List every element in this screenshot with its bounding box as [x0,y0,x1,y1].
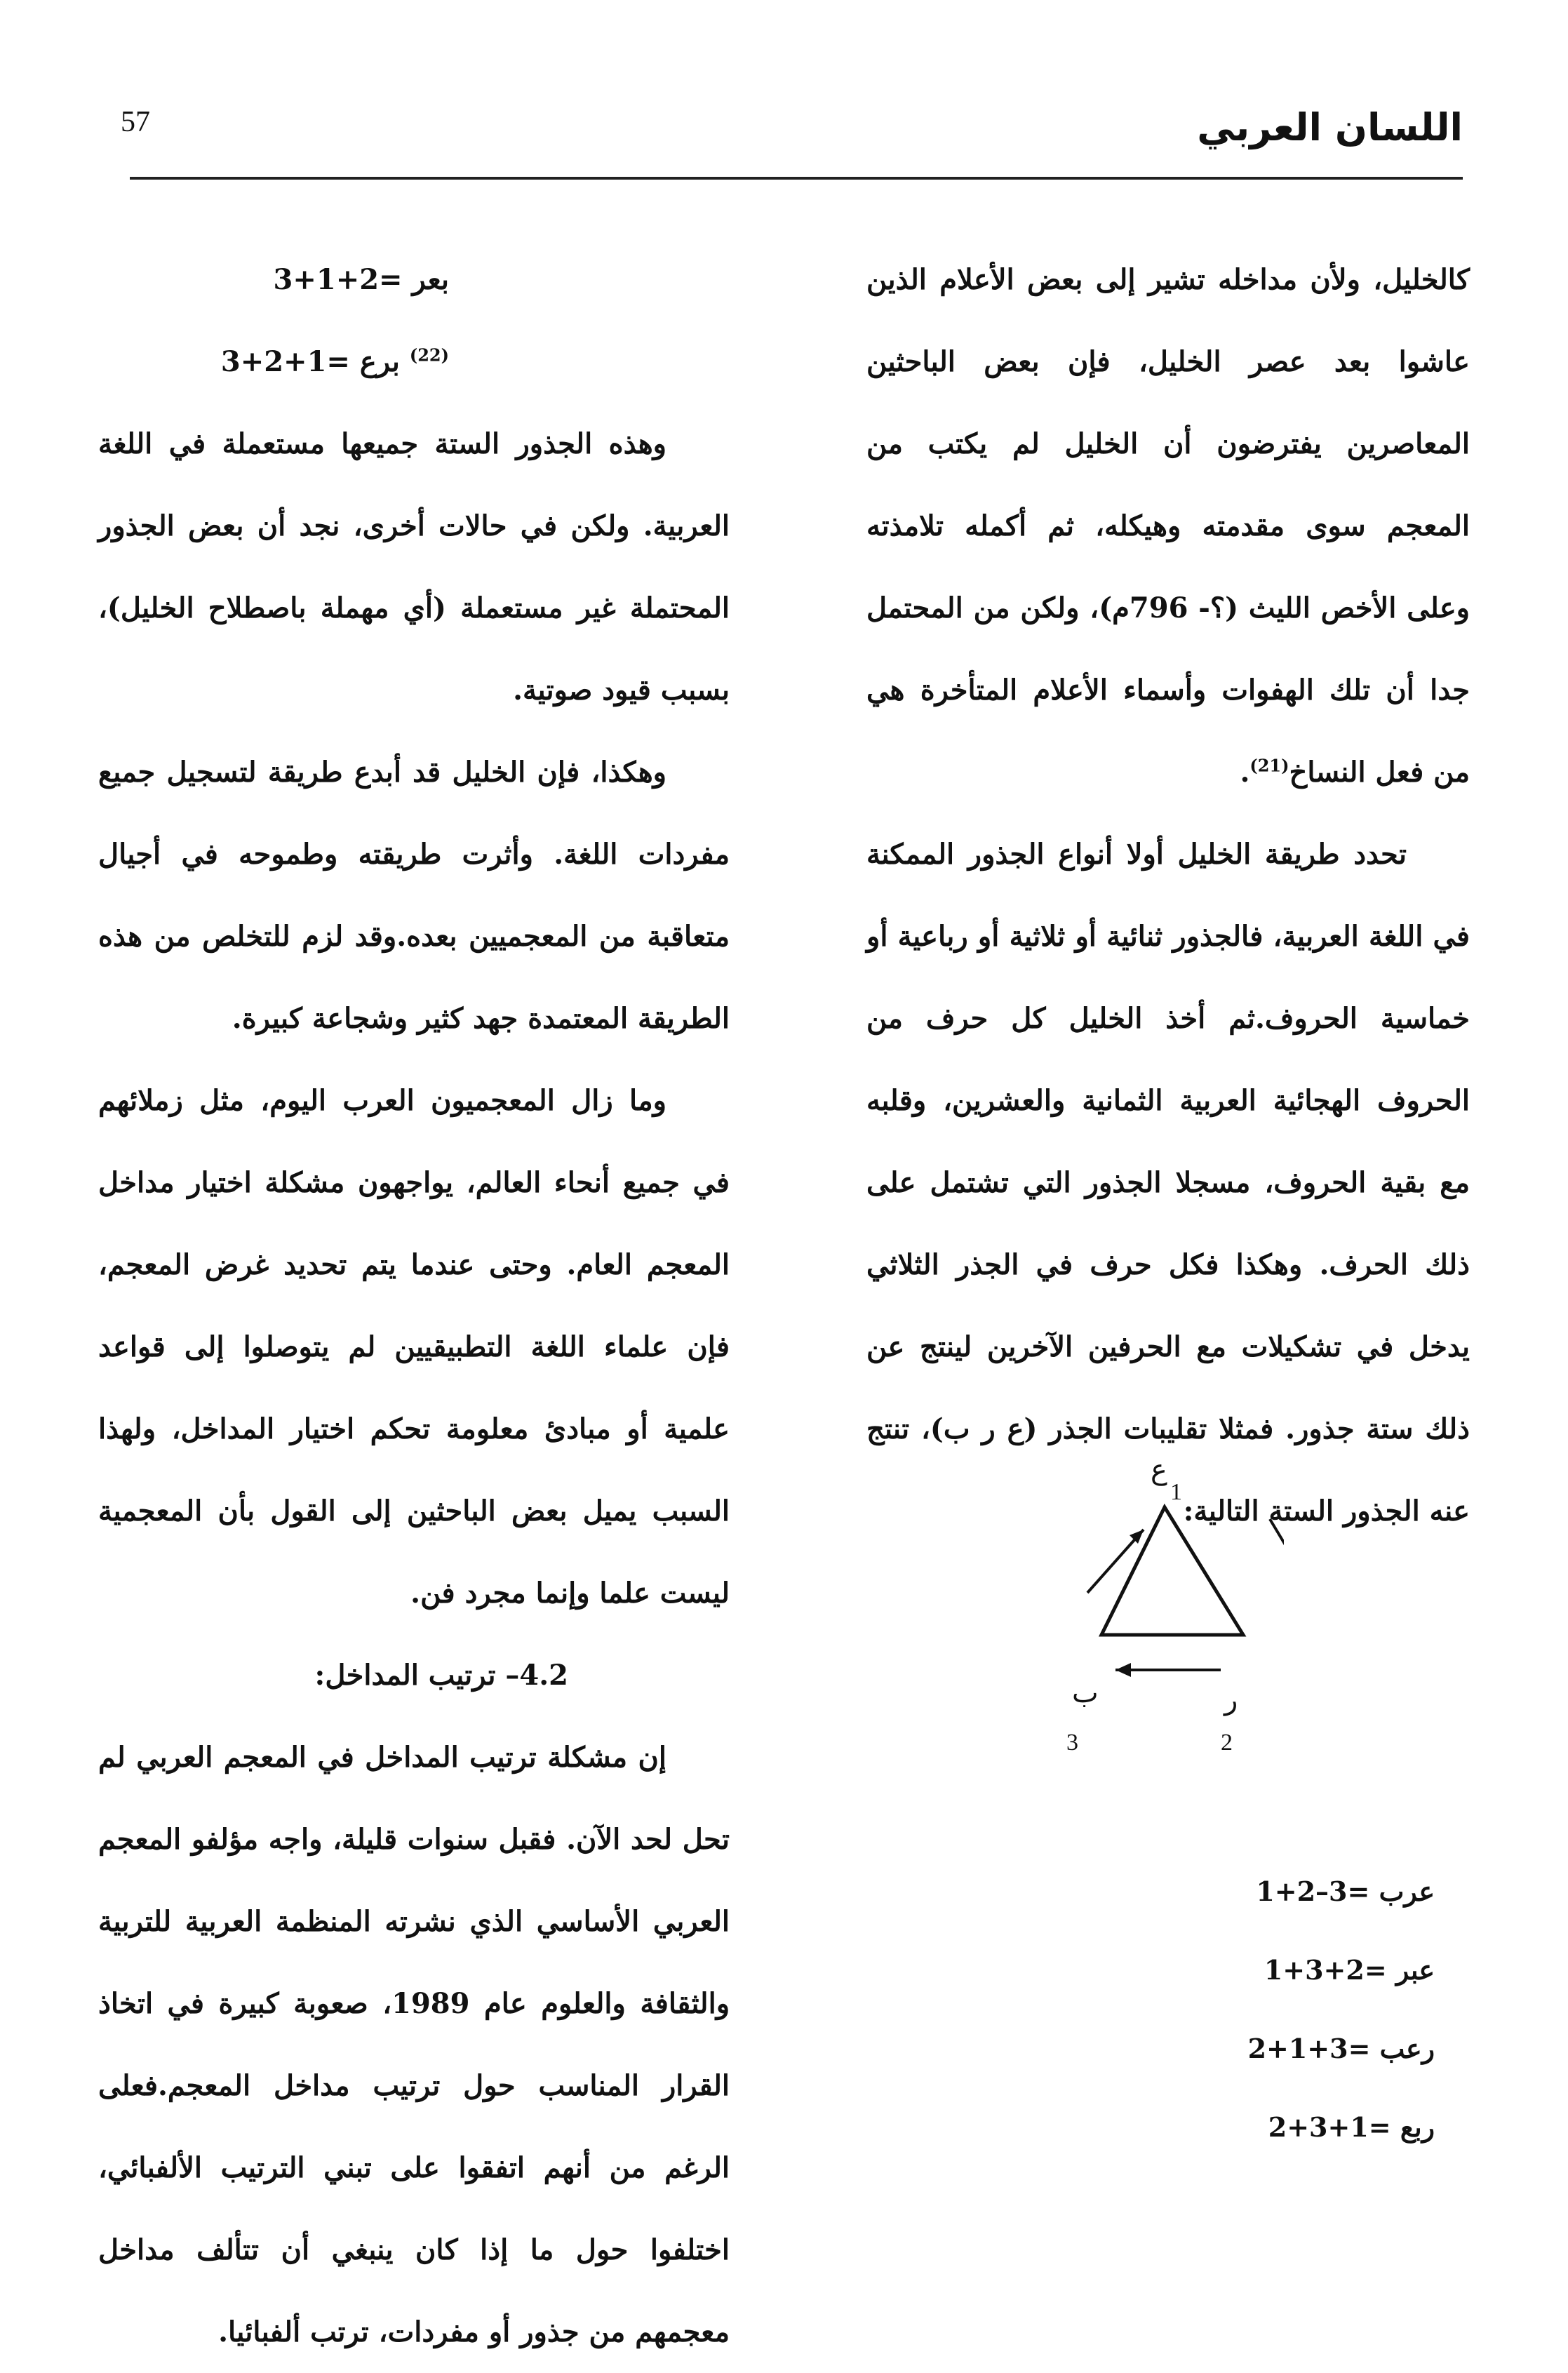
diagram-left-letter: ب [1072,1677,1099,1709]
arrow-right-down [1270,1519,1284,1589]
footnote-ref-21: (21) [1249,755,1289,776]
permutation-row [1084,1931,1435,2010]
left-paragraph-1: وهذه الجذور الستة جميعها مستعملة في اللغة العربية. ولكن في حالات أخرى، نجد أن بعض الجذور المحتملة غير مستعملة (أي مهملة باصطلاح الخليل)، بسبب قيود صوتية. [98,427,730,707]
permutation-list [1084,1852,1435,2167]
formula-root: بعر [412,263,449,296]
journal-logo: اللسان العربي [1197,105,1463,149]
formula-sequence: 3+1+2= [273,263,403,296]
formula-root: برع [359,345,400,378]
right-paragraph-2: تحدد طريقة الخليل أولا أنواع الجذور الممكنة في اللغة العربية، فالجذور ثنائية أو ثلاثية أو رباعية أو خماسية الحروف.ثم أخذ الخليل كل حرف من الحروف الهجائية العربية الثمانية والعشرين، وقلبه مع بقية الحروف، مسجلا الجذور التي تشتمل على ذلك الحرف. وهكذا فكل حرف في الجذر الثلاثي يدخل في تشكيلات مع الحرفين الآخرين لينتج عن ذلك ستة جذور. فمثلا تقليبات الجذر (ع ر ب)، تنتج عنه الجذور الستة التالية: [866,838,1470,1528]
permutation-sequence: 2+1+3= [1247,2033,1371,2064]
permutation-row [1084,1852,1435,1931]
permutation-root: رعب [1379,2033,1435,2064]
formula-line-1 [98,239,730,321]
left-paragraph-2: وهكذا، فإن الخليل قد أبدع طريقة لتسجيل جميع مفردات اللغة. وأثرت طريقته وطموحه في أجيال متعاقبة من المعجميين بعده.وقد لزم للتخلص من هذه الطريقة المعتمدة جهد كثير وشجاعة كبيرة. [98,756,730,1035]
diagram-right-letter: ر [1224,1684,1238,1716]
diagram-top-number: 1 [1170,1479,1182,1505]
footnote-ref-22: (22) [409,345,449,366]
right-paragraph-1-end: . [1240,756,1250,789]
section-heading: 4.2– ترتيب المداخل: [314,1659,568,1692]
triangle-shape [1101,1507,1243,1635]
diagram-right-number: 2 [1221,1730,1233,1756]
page-number: 57 [121,106,150,138]
formula-sequence: 3+2+1= [220,345,350,378]
header-divider [130,177,1463,180]
permutation-root: عبر [1395,1954,1435,1986]
right-paragraph-1 [866,239,1470,813]
diagram-left-number: 3 [1066,1730,1078,1756]
permutation-root: عرب [1379,1876,1435,1907]
formula-line-2 [98,321,730,403]
right-column [866,239,1470,1552]
permutation-row [1084,2088,1435,2167]
permutation-row [1084,2010,1435,2088]
left-paragraph-3: وما زال المعجميون العرب اليوم، مثل زملائهم في جميع أنحاء العالم، يواجهون مشكلة اختيار مداخل المعجم العام. وحتى عندما يتم تحديد غرض المعجم، فإن علماء اللغة التطبيقيين لم يتوصلوا إلى قواعد علمية أو مبادئ معلومة تحكم اختيار المداخل، ولهذا السبب يميل بعض الباحثين إلى القول بأن المعجمية ليست علما وإنما مجرد فن. [98,1084,730,1610]
left-paragraph-4: إن مشكلة ترتيب المداخل في المعجم العربي لم تحل لحد الآن. فقبل سنوات قليلة، واجه مؤلفو المعجم العربي الأساسي الذي نشرته المنظمة العربية للتربية والثقافة والعلوم عام 1989، صعوبة كبيرة في اتخاذ القرار المناسب حول ترتيب مداخل المعجم.فعلى الرغم من أنهم اتفقوا على تبني الترتيب الألفبائي، اختلفوا حول ما إذا كان ينبغي أن تتألف مداخل معجمهم من جذور أو مفردات، ترتب ألفبائيا. [98,1741,730,2348]
arrow-bottom-left-head [1115,1663,1131,1677]
right-paragraph-1-text: كالخليل، ولأن مداخله تشير إلى بعض الأعلام الذين عاشوا بعد عصر الخليل، فإن بعض الباحثين المعاصرين يفترضون أن الخليل لم يكتب من المعجم سوى مقدمته وهيكله، ثم أكمله تلامذته وعلى الأخص الليث (؟- 796م)، ولكن من المحتمل جدا أن تلك الهفوات وأسماء الأعلام المتأخرة هي من فعل النساخ [866,263,1470,789]
permutation-root: ربع [1400,2111,1435,2143]
permutation-sequence: 1+3+2= [1264,1954,1387,1986]
root-permutation-diagram [1045,1454,1284,1756]
left-column [98,239,730,2373]
permutation-sequence: 2+3+1= [1268,2111,1391,2143]
permutation-sequence: 1+2–3= [1256,1876,1370,1907]
diagram-top-letter: ع [1151,1454,1167,1486]
